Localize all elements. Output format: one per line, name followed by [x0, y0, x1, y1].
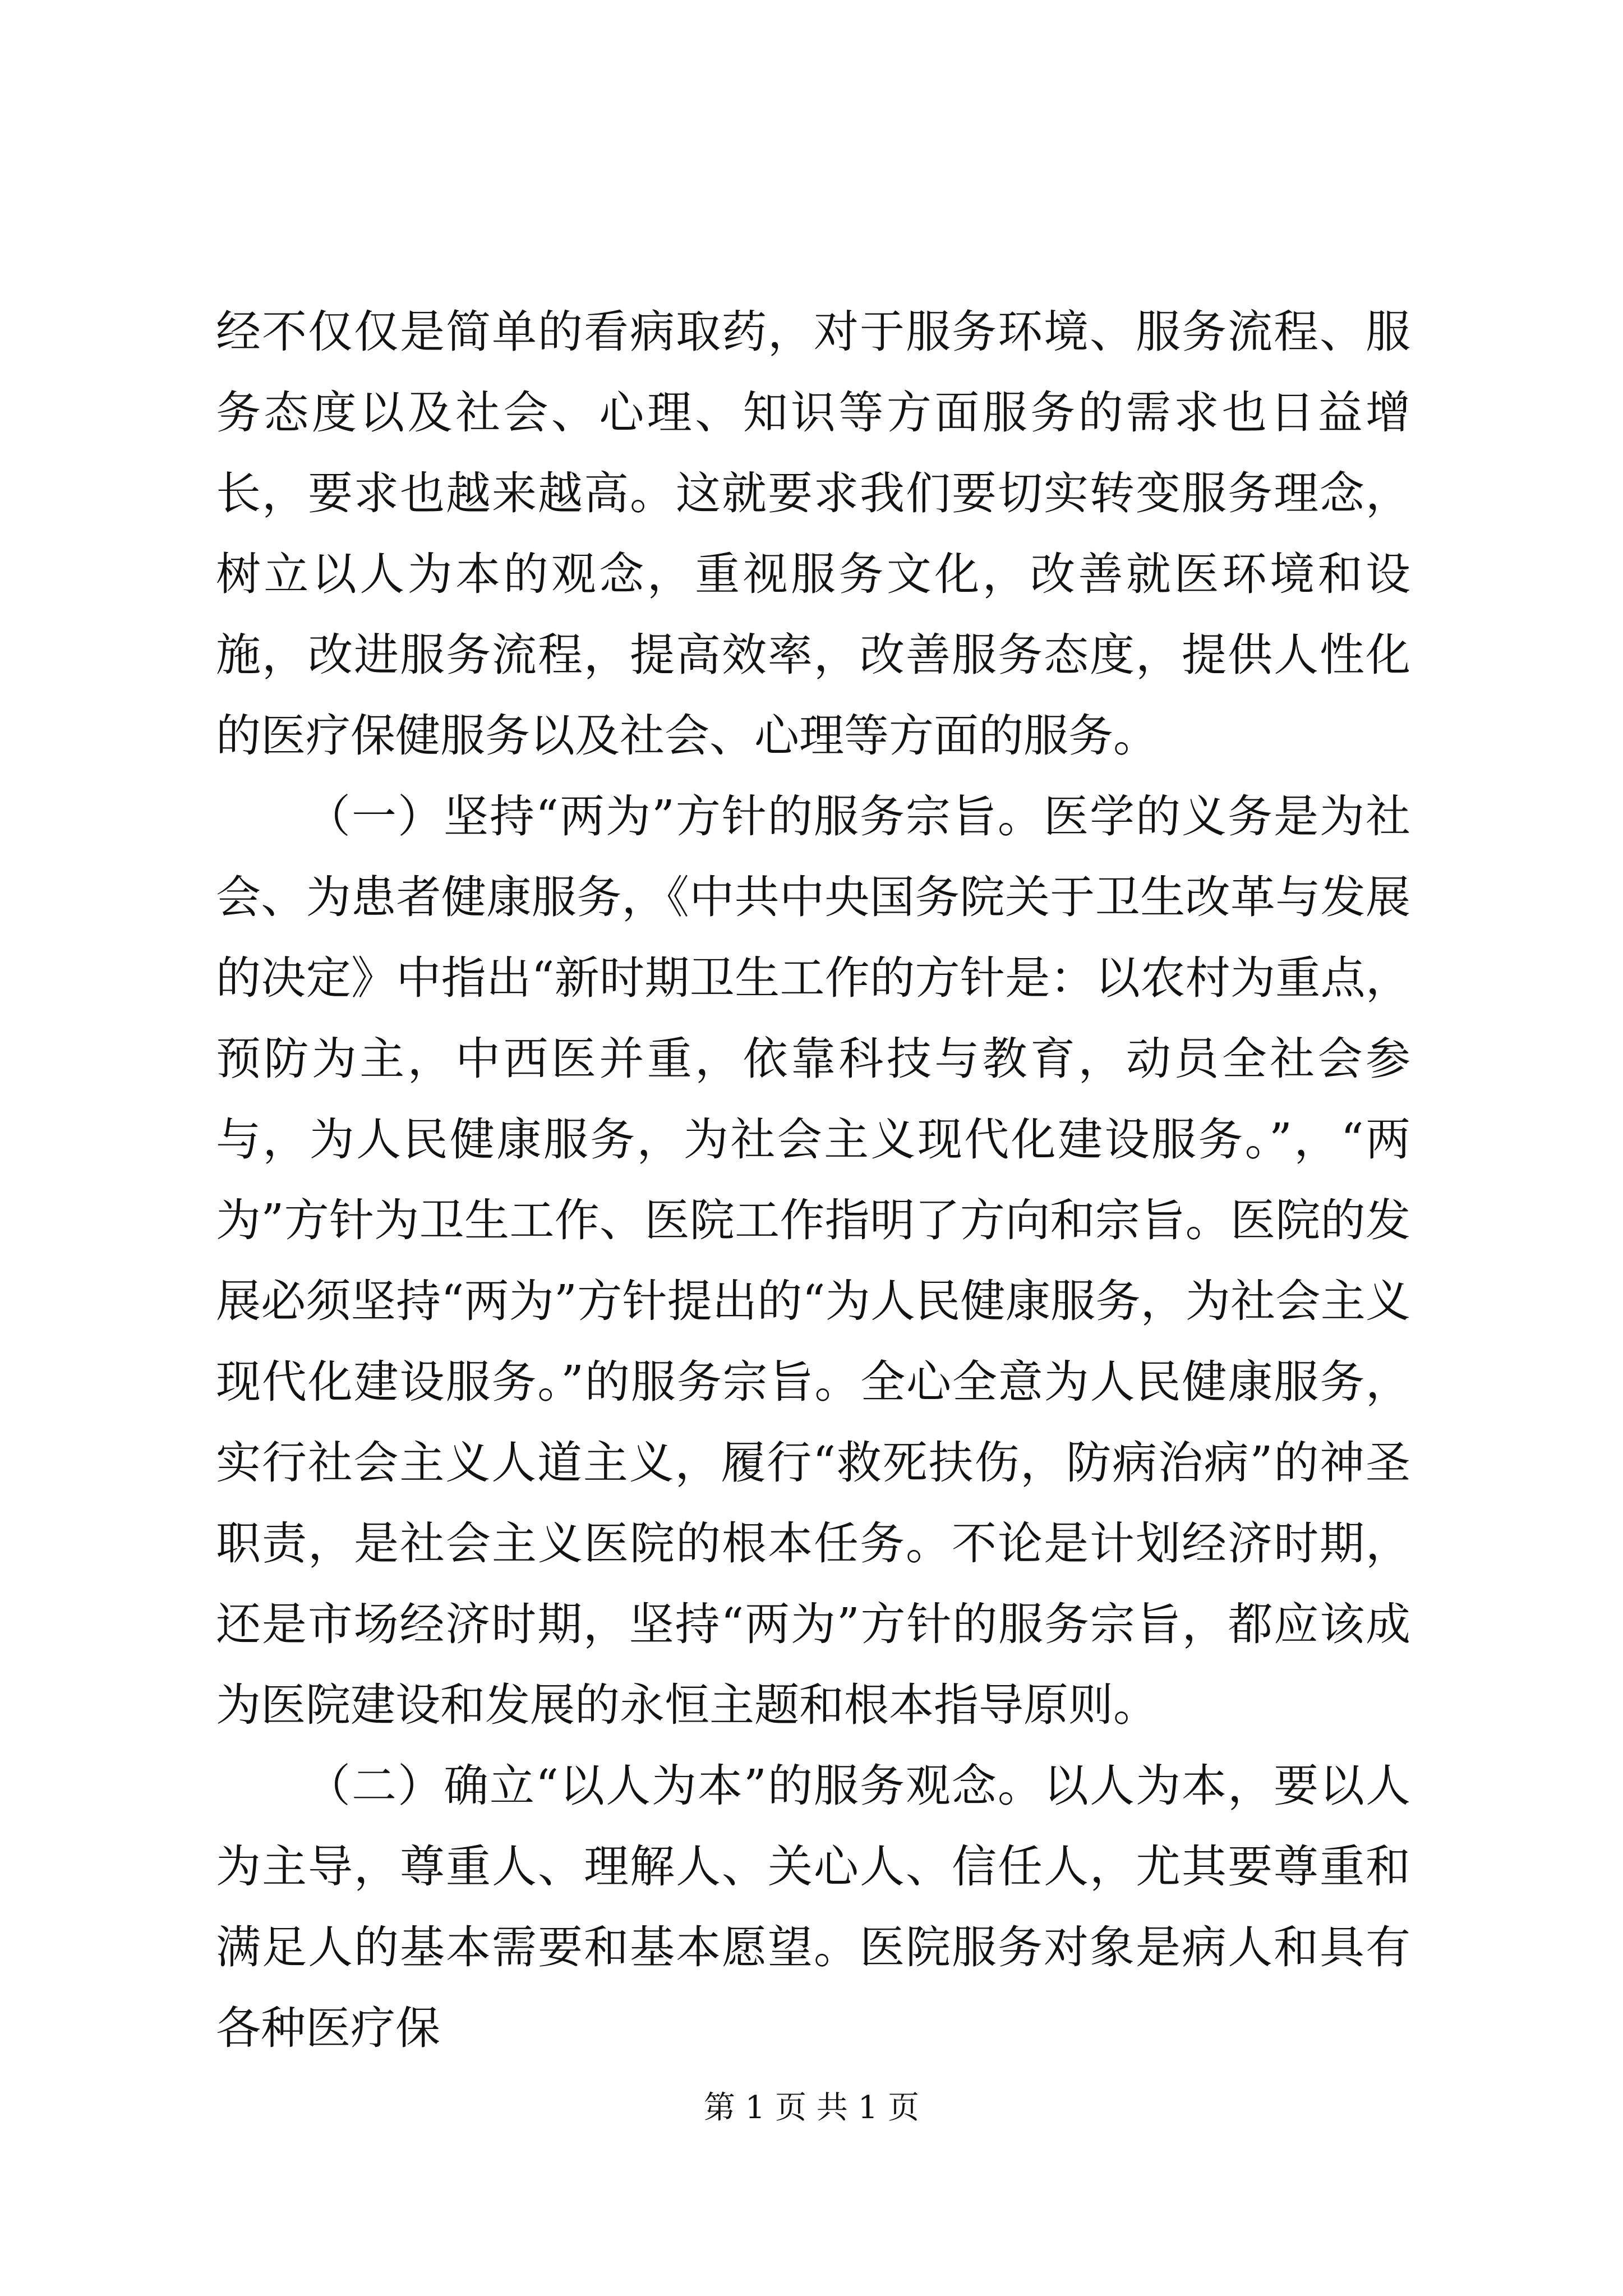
- page-footer: 第 1 页 共 1 页: [703, 2090, 920, 2126]
- paragraph-section-two: （二）确立“以人为本”的服务观念。以人为本，要以人为主导，尊重人、理解人、关心人、信任人，尤其要尊重和满足人的基本需要和基本愿望。医院服务对象是病人和具有各种医疗保: [216, 1760, 1410, 2054]
- document-body: [216, 292, 1410, 2069]
- paragraph-continuation: 经不仅仅是简单的看病取药，对于服务环境、服务流程、服务态度以及社会、心理、知识等方面服务的需求也日益增长，要求也越来越高。这就要求我们要切实转变服务理念，树立以人为本的观念，重视服务文化，改善就医环境和设施，改进服务流程，提高效率，改善服务态度，提供人性化的医疗保健服务以及社会、心理等方面的服务。: [216, 306, 1410, 762]
- paragraph-section-one: （一）坚持“两为”方针的服务宗旨。医学的义务是为社会、为患者健康服务，《中共中央国务院关于卫生改革与发展的决定》中指出“新时期卫生工作的方针是：以农村为重点，预防为主，中西医并重，依靠科技与教育，动员全社会参与，为人民健康服务，为社会主义现代化建设服务。”，“两为”方针为卫生工作、医院工作指明了方向和宗旨。医院的发展必须坚持“两为”方针提出的“为人民健康服务，为社会主义现代化建设服务。”的服务宗旨。全心全意为人民健康服务，实行社会主义人道主义，履行“救死扶伤，防病治病”的神圣职责，是社会主义医院的根本任务。不论是计划经济时期，还是市场经济时期，坚持“两为”方针的服务宗旨，都应该成为医院建设和发展的永恒主题和根本指导原则。: [216, 790, 1410, 1731]
